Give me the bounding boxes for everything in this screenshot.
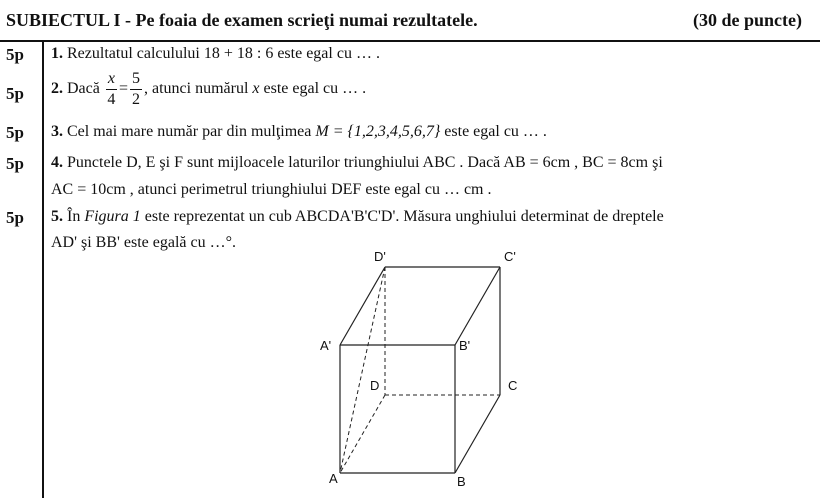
vertex-label-d1: D' [374,250,386,264]
question-1 [51,45,380,63]
equals-sign: = [118,80,128,98]
vertex-label-d: D [370,378,380,393]
fraction-5-over-2 [130,71,142,108]
vertex-label-b: B [457,474,466,489]
set-expression: M = {1,2,3,4,5,6,7} [315,123,441,140]
edge-b1c1 [455,267,500,345]
score-item-4: 5p [6,154,24,173]
edge-d1a1 [340,267,385,345]
section-points: (30 de puncte) [693,10,802,30]
question-text: este egal cu … . [440,123,547,140]
score-item-3: 5p [6,123,24,142]
question-text: AD' şi BB' este egală cu …°. [51,234,237,251]
edge-da [340,395,385,473]
question-number: 4. [51,154,63,171]
score-item-1: 5p [6,45,24,64]
question-number: 1. [51,45,63,62]
question-5-line-1 [51,208,664,226]
variable: x [252,80,260,98]
section-title: SUBIECTUL I - Pe foaia de examen scrieţi numai rezultatele. [6,10,478,30]
vertex-label-c1: C' [504,250,516,264]
edge-bc [455,395,500,473]
question-text: Punctele D, E şi F sunt mijloacele laturilor triunghiului ABC . Dacă AB = 6cm , BC = 8cm şi [67,154,663,171]
figure-reference: Figura 1 [84,208,141,225]
cube-figure [310,250,540,492]
question-3 [51,123,547,141]
fraction-denominator: 2 [132,91,140,108]
question-2 [51,71,366,108]
question-4-line-2 [51,181,491,199]
question-5-line-2 [51,234,236,252]
vertex-label-c: C [508,378,518,393]
question-text: În [67,208,85,225]
fraction-numerator: x [106,71,117,90]
score-item-5: 5p [6,208,24,227]
question-text: este egal cu … . [273,45,380,62]
question-text: Dacă [67,80,104,98]
question-text: este egal cu … . [259,80,367,98]
section-header [0,0,820,42]
fraction-numerator: 5 [130,71,142,90]
question-number: 3. [51,123,63,140]
question-4-line-1 [51,154,663,172]
vertex-label-b1: B' [459,338,471,353]
question-text: , atunci numărul [144,80,253,98]
question-number: 2. [51,80,63,98]
vertex-label-a: A [329,471,338,486]
math-expression: 18 + 18 : 6 [203,45,274,62]
margin-divider [42,40,44,498]
fraction-x-over-4 [106,71,117,108]
question-text: Cel mai mare număr par din mulţimea [67,123,316,140]
vertex-label-a1: A' [320,338,332,353]
question-text: este reprezentat un cub ABCDA'B'C'D'. Măsura unghiului determinat de dreptele [140,208,664,225]
score-item-2: 5p [6,84,24,103]
question-number: 5. [51,208,63,225]
fraction-denominator: 4 [107,91,116,108]
question-text: Rezultatul calculului [67,45,204,62]
question-text: AC = 10cm , atunci perimetrul triunghiului DEF este egal cu … cm . [51,181,492,198]
segment-ad1 [340,267,385,473]
